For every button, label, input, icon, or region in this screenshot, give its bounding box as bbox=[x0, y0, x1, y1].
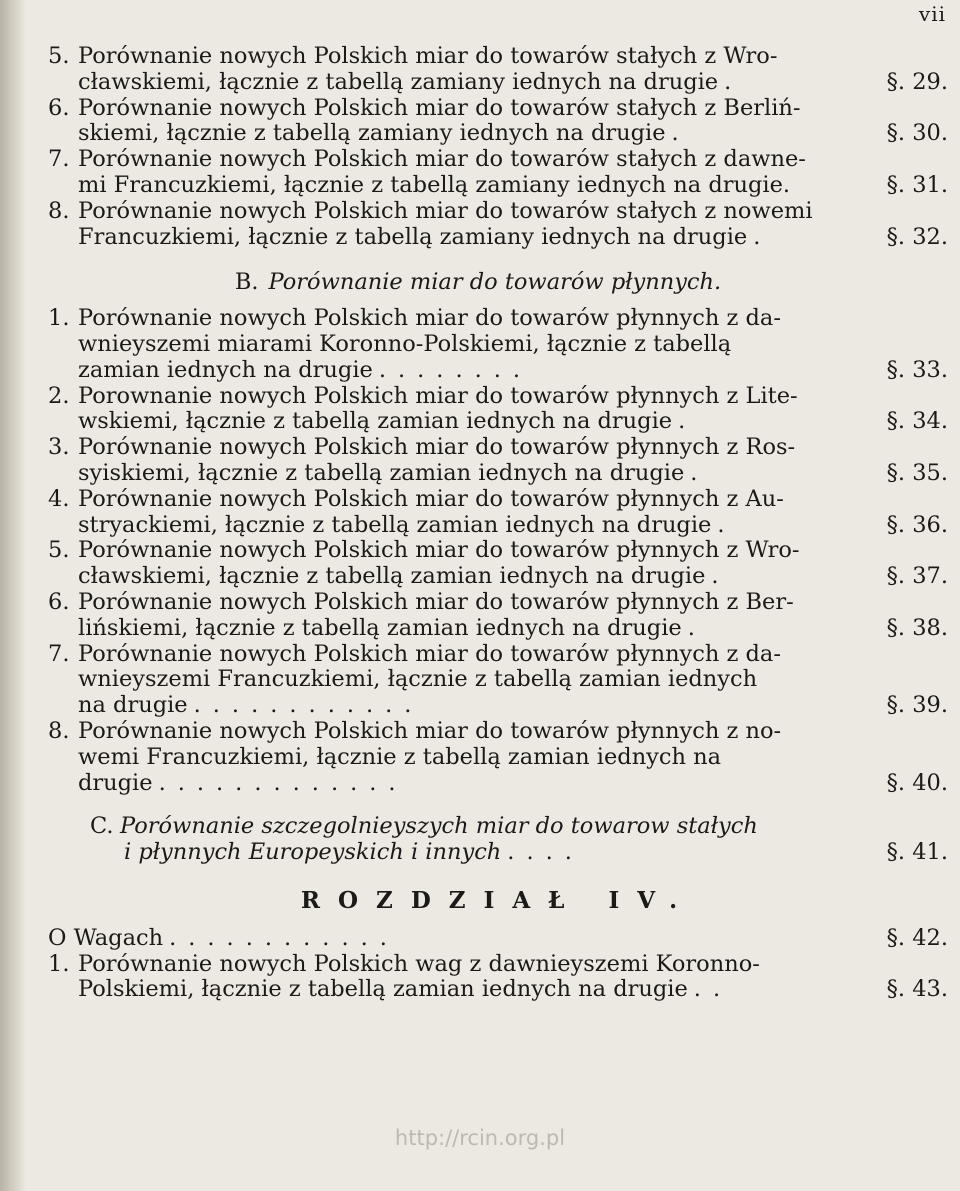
section-c-entry bbox=[48, 814, 948, 866]
section-ref: §. 35. bbox=[886, 459, 948, 486]
dot-leader: ........ bbox=[378, 357, 533, 383]
section-ref: §. 39. bbox=[886, 692, 948, 719]
toc-entry bbox=[48, 306, 948, 383]
section-ref: §. 42. bbox=[886, 924, 948, 951]
entry-line: Porównanie nowych Polskich wag z dawnieyszemi Koronno- bbox=[78, 950, 760, 977]
entry-last-text: wskiemi, łącznie z tabellą zamian iednych na drugie bbox=[78, 408, 673, 435]
page-binding-edge bbox=[0, 0, 26, 1191]
dot-leader: ............ bbox=[193, 693, 424, 719]
entry-line: Porownanie nowych Polskich miar do towarów płynnych z Lite- bbox=[78, 382, 798, 409]
dot-leader: . bbox=[724, 69, 744, 95]
entry-number: 8. bbox=[48, 197, 70, 224]
toc-entry bbox=[48, 487, 948, 539]
entry-last-line bbox=[78, 513, 876, 539]
entry-lines bbox=[78, 306, 876, 358]
entry-line: Porównanie nowych Polskich miar do towarów stałych z Berliń- bbox=[78, 94, 801, 121]
entry-line: Porównanie nowych Polskich miar do towarów płynnych z Wro- bbox=[78, 537, 800, 564]
entry-number: 7. bbox=[48, 640, 70, 667]
entry-number: 1. bbox=[48, 950, 70, 977]
entry-last-line bbox=[78, 977, 876, 1003]
entry-line: Porównanie nowych Polskich miar do towarów stałych z dawne- bbox=[78, 146, 806, 173]
entry-lines bbox=[78, 96, 876, 122]
chapter-heading: ROZDZIAŁ IV. bbox=[300, 886, 696, 914]
entry-lines bbox=[78, 590, 876, 616]
section-ref: §. 30. bbox=[886, 120, 948, 147]
entry-last-text: syiskiemi, łącznie z tabellą zamian iednych na drugie bbox=[78, 459, 685, 486]
toc-entry bbox=[48, 147, 948, 199]
entry-line: Porównanie nowych Polskich miar do towarów stałych z nowemi bbox=[78, 197, 813, 224]
entry-lines bbox=[78, 435, 876, 461]
entry-number: 8. bbox=[48, 717, 70, 744]
wagi-line bbox=[48, 926, 815, 952]
entry-last-text: Francuzkiemi, łącznie z tabellą zamiany iednych na drugie bbox=[78, 223, 748, 250]
entry-line: Porównanie nowych Polskich miar do towarów płynnych z Ber- bbox=[78, 588, 794, 615]
section-ref: §. 33. bbox=[886, 356, 948, 383]
entry-last-text: na drugie bbox=[78, 692, 188, 719]
entry-last-line bbox=[78, 173, 876, 199]
dot-leader: .. bbox=[693, 977, 733, 1003]
entry-last-text: Polskiemi, łącznie z tabellą zamian iednych na drugie bbox=[78, 976, 688, 1003]
toc-entry bbox=[48, 435, 948, 487]
section-c-line2: i płynnych Europeyskich i innych bbox=[124, 839, 502, 866]
section-ref: §. 34. bbox=[886, 408, 948, 435]
section-ref: §. 32. bbox=[886, 223, 948, 250]
toc-entry bbox=[48, 590, 948, 642]
entry-last-line bbox=[78, 771, 876, 797]
dot-leader: . bbox=[678, 409, 698, 435]
entry-last-line bbox=[78, 616, 876, 642]
table-of-contents bbox=[48, 44, 948, 1003]
entry-body bbox=[78, 435, 876, 487]
entry-lines bbox=[78, 487, 876, 513]
entry-line: Porównanie nowych Polskich miar do towarów płynnych z Ros- bbox=[78, 434, 796, 461]
entry-body bbox=[78, 199, 876, 251]
entry-lines bbox=[78, 199, 876, 225]
entry-lines bbox=[78, 384, 876, 410]
toc-entry bbox=[48, 538, 948, 590]
toc-entry bbox=[48, 199, 948, 251]
entry-line: Porównanie nowych Polskich miar do towarów płynnych z da- bbox=[78, 305, 781, 332]
section-ref: §. 37. bbox=[886, 563, 948, 590]
entry-last-text: stryackiemi, łącznie z tabellą zamian iednych na drugie bbox=[78, 511, 712, 538]
entry-body bbox=[78, 952, 876, 1004]
entry-last-text: cławskiemi, łącznie z tabellą zamiany iednych na drugie bbox=[78, 68, 719, 95]
entry-number: 6. bbox=[48, 588, 70, 615]
entry-last-text: mi Francuzkiemi, łącznie z tabellą zamiany iednych na drugie. bbox=[78, 171, 791, 198]
section-c-line1: Porównanie szczegolnieyszych miar do towarow stałych bbox=[120, 813, 758, 840]
section-ref: §. 40. bbox=[886, 769, 948, 796]
entry-body bbox=[78, 538, 876, 590]
entries-group-b bbox=[48, 306, 948, 796]
entry-last-line bbox=[78, 121, 876, 147]
dot-leader: ............. bbox=[158, 770, 408, 796]
entry-last-text: drugie bbox=[78, 769, 153, 796]
entry-number: 4. bbox=[48, 485, 70, 512]
dot-leader: . bbox=[690, 460, 710, 486]
entry-last-text: cławskiemi, łącznie z tabellą zamian iednych na drugie bbox=[78, 563, 706, 590]
entry-last-line bbox=[78, 461, 876, 487]
entry-last-line bbox=[78, 409, 876, 435]
wagi-title: O Wagach bbox=[48, 924, 164, 951]
dot-leader: . bbox=[711, 564, 731, 590]
section-b-letter: B. bbox=[234, 269, 259, 296]
entry-line: wnieyszemi Francuzkiemi, łącznie z tabellą zamian iednych bbox=[78, 666, 758, 693]
entry-body bbox=[78, 96, 876, 148]
dot-leader: .... bbox=[507, 840, 584, 866]
entry-line: wnieyszemi miarami Koronno-Polskiemi, łącznie z tabellą bbox=[78, 330, 732, 357]
entry-lines bbox=[78, 44, 876, 70]
section-ref: §. 43. bbox=[886, 976, 948, 1003]
wagi-entry bbox=[48, 926, 948, 952]
entry-body bbox=[78, 147, 876, 199]
section-c-letter: C. bbox=[90, 813, 114, 840]
entry-last-line bbox=[78, 693, 876, 719]
dot-leader: . bbox=[687, 615, 707, 641]
entry-lines bbox=[78, 952, 876, 978]
page-folio: vii bbox=[918, 2, 946, 26]
entry-line: Porównanie nowych Polskich miar do towarów stałych z Wro- bbox=[78, 43, 778, 69]
entries-group-a bbox=[48, 44, 948, 250]
dot-leader: ............ bbox=[169, 925, 399, 951]
entry-line: Porównanie nowych Polskich miar do towarów płynnych z da- bbox=[78, 640, 781, 667]
entry-number: 6. bbox=[48, 94, 70, 121]
section-b-heading bbox=[48, 270, 948, 296]
entry-body bbox=[78, 306, 876, 383]
toc-entry bbox=[48, 719, 948, 796]
entry-last-line bbox=[78, 70, 876, 96]
toc-entry bbox=[48, 952, 948, 1004]
entry-last-line bbox=[78, 225, 876, 251]
entries-group-c bbox=[48, 952, 948, 1004]
entry-line: Porównanie nowych Polskich miar do towarów płynnych z Au- bbox=[78, 485, 784, 512]
entry-line: wemi Francuzkiemi, łącznie z tabellą zamian iednych na bbox=[78, 743, 722, 770]
section-b-title: Porównanie miar do towarów płynnych. bbox=[268, 269, 722, 296]
entry-line: Porównanie nowych Polskich miar do towarów płynnych z no- bbox=[78, 717, 782, 744]
entry-last-line bbox=[78, 358, 876, 384]
entry-body bbox=[78, 44, 876, 96]
section-ref: §. 41. bbox=[886, 839, 948, 866]
toc-entry bbox=[48, 642, 948, 719]
entry-lines bbox=[78, 719, 876, 771]
entry-lines bbox=[78, 147, 876, 173]
entry-body bbox=[78, 642, 876, 719]
section-c-last-line bbox=[120, 840, 876, 866]
toc-entry bbox=[48, 44, 948, 96]
entry-body bbox=[78, 590, 876, 642]
toc-entry bbox=[48, 384, 948, 436]
dot-leader: . bbox=[717, 512, 737, 538]
dot-leader: . bbox=[753, 224, 773, 250]
entry-body bbox=[78, 384, 876, 436]
entry-last-text: zamian iednych na drugie bbox=[78, 356, 373, 383]
toc-entry bbox=[48, 96, 948, 148]
entry-last-text: lińskiemi, łącznie z tabellą zamian iednych na drugie bbox=[78, 614, 682, 641]
section-ref: §. 38. bbox=[886, 614, 948, 641]
section-ref: §. 29. bbox=[886, 68, 948, 95]
entry-number: 1. bbox=[48, 305, 70, 332]
entry-number: 2. bbox=[48, 382, 70, 409]
entry-number: 3. bbox=[48, 434, 70, 461]
source-watermark: http://rcin.org.pl bbox=[394, 1126, 566, 1150]
entry-last-text: skiemi, łącznie z tabellą zamiany iednych na drugie bbox=[78, 120, 666, 147]
section-ref: §. 31. bbox=[886, 171, 948, 198]
entry-body bbox=[78, 487, 876, 539]
entry-number: 5. bbox=[48, 537, 70, 564]
entry-last-line bbox=[78, 564, 876, 590]
entry-number: 5. bbox=[48, 43, 70, 69]
entry-number: 7. bbox=[48, 146, 70, 173]
section-c-body bbox=[120, 814, 876, 866]
entry-lines bbox=[78, 642, 876, 694]
entry-body bbox=[78, 719, 876, 796]
section-ref: §. 36. bbox=[886, 511, 948, 538]
dot-leader: . bbox=[671, 121, 691, 147]
entry-lines bbox=[78, 538, 876, 564]
